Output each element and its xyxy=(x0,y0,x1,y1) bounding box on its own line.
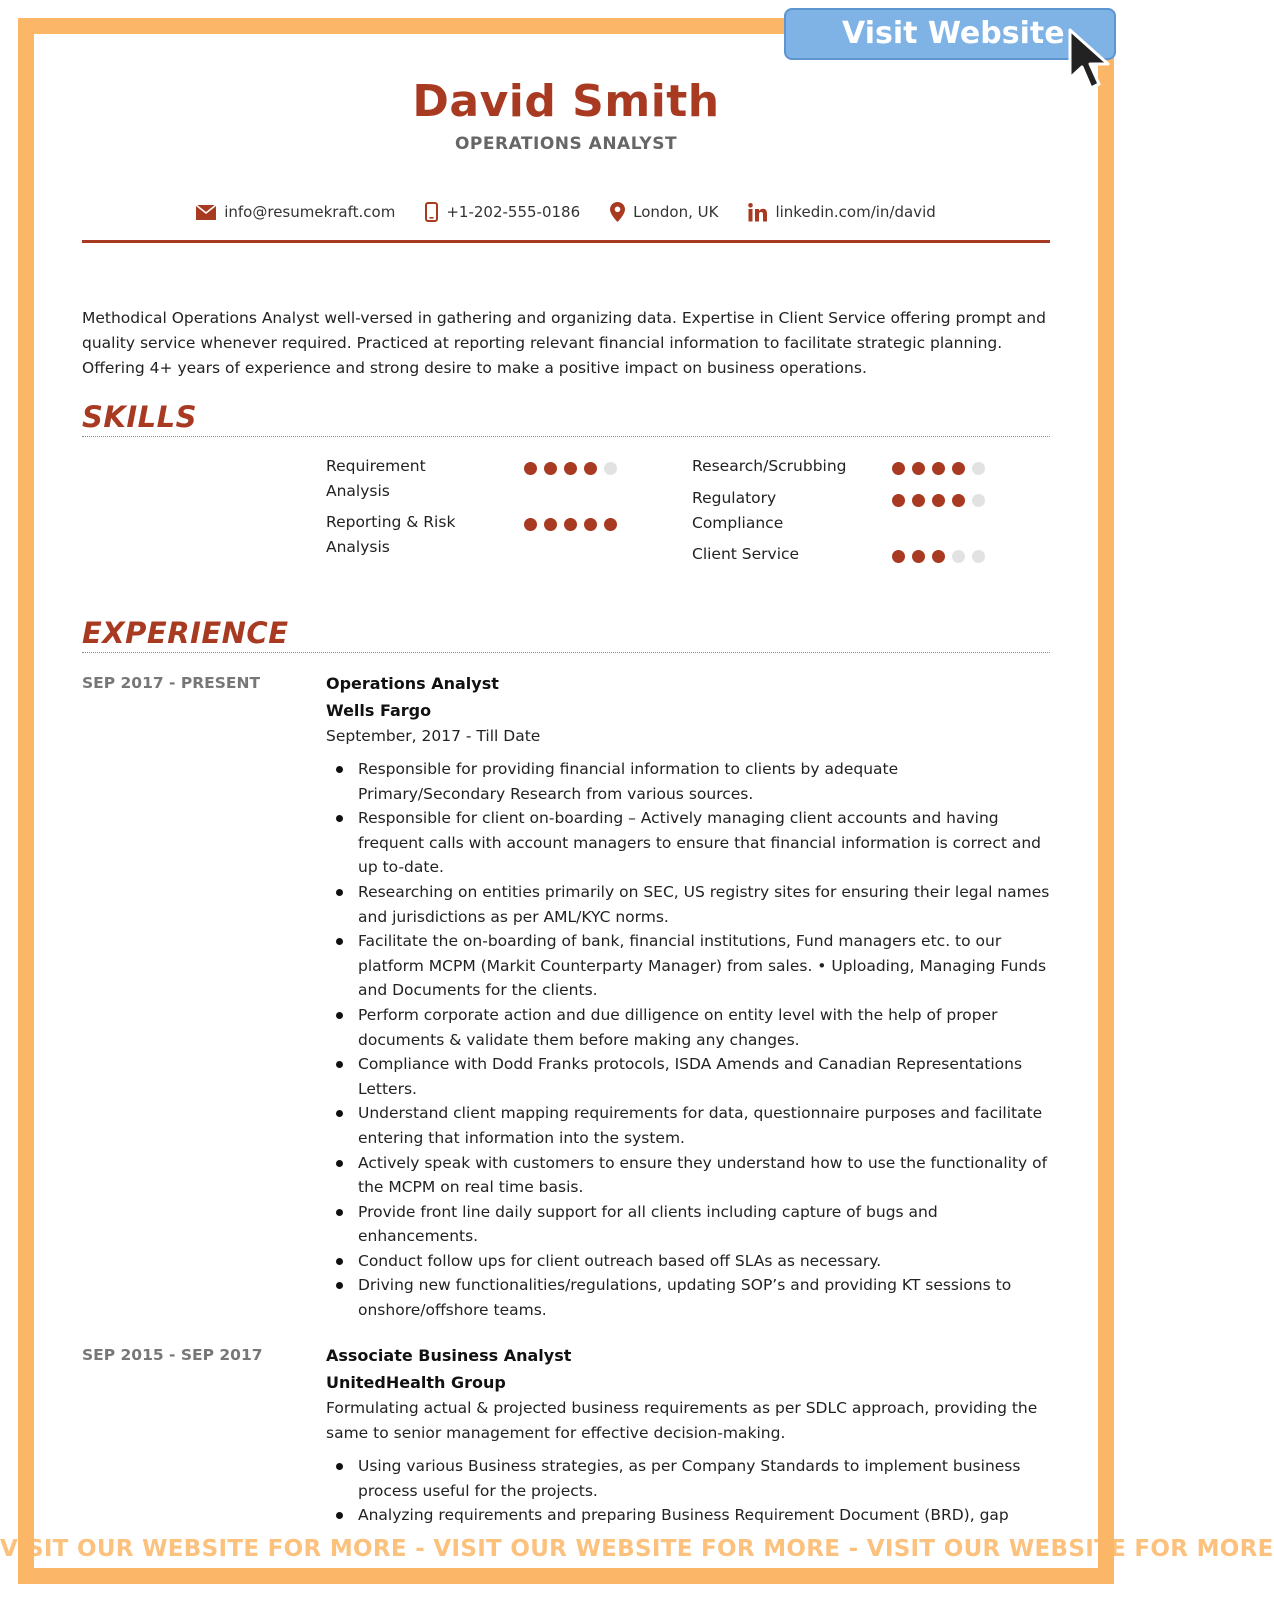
rating-dot-filled xyxy=(564,518,577,531)
skills-divider xyxy=(82,436,1050,437)
job-description: Formulating actual & projected business requirements as per SDLC approach, providing the same to senior management for effective decision-making. xyxy=(326,1399,1038,1442)
page-frame xyxy=(18,18,1114,1584)
skill-name: Requirement Analysis xyxy=(326,457,426,500)
rating-dot-empty xyxy=(972,550,985,563)
rating-dot-filled xyxy=(932,550,945,563)
skill-rating xyxy=(892,494,985,507)
job-role: Operations Analyst xyxy=(326,674,499,693)
contact-email[interactable] xyxy=(196,202,395,222)
rating-dot-filled xyxy=(912,550,925,563)
skill-name: Reporting & Risk Analysis xyxy=(326,513,456,556)
watermark-banner: VISIT OUR WEBSITE FOR MORE - VISIT OUR WEBSITE FOR MORE - VISIT OUR WEBSITE FOR MORE xyxy=(0,1536,1274,1562)
list-item: Conduct follow ups for client outreach based off SLAs as necessary. xyxy=(326,1249,1050,1274)
job-bullets xyxy=(326,1454,1050,1528)
list-item: Actively speak with customers to ensure they understand how to use the functionality of the MCPM on real time basis. xyxy=(326,1151,1050,1200)
contact-location xyxy=(610,202,718,222)
rating-dot-empty xyxy=(604,462,617,475)
contact-phone[interactable] xyxy=(425,202,580,222)
rating-dot-filled xyxy=(892,550,905,563)
list-item: Understand client mapping requirements for data, questionnaire purposes and facilitate entering that information into the system. xyxy=(326,1101,1050,1150)
rating-dot-filled xyxy=(952,494,965,507)
experience-divider xyxy=(82,652,1050,653)
linkedin-icon xyxy=(748,203,767,222)
list-item: Responsible for providing financial information to clients by adequate Primary/Secondary Research from various sources. xyxy=(326,757,1050,806)
rating-dot-filled xyxy=(524,462,537,475)
rating-dot-empty xyxy=(972,494,985,507)
rating-dot-filled xyxy=(912,462,925,475)
rating-dot-filled xyxy=(564,462,577,475)
rating-dot-filled xyxy=(544,462,557,475)
skills-heading: SKILLS xyxy=(82,400,197,434)
experience-heading: EXPERIENCE xyxy=(82,616,289,650)
list-item: Compliance with Dodd Franks protocols, ISDA Amends and Canadian Representations Letters. xyxy=(326,1052,1050,1101)
job-role: Associate Business Analyst xyxy=(326,1346,572,1365)
job-company: UnitedHealth Group xyxy=(326,1373,506,1392)
list-item: Responsible for client on-boarding – Actively managing client accounts and having frequent calls with account managers to ensure that financial information is correct and up to-date. xyxy=(326,806,1050,880)
rating-dot-filled xyxy=(544,518,557,531)
skill-rating xyxy=(524,462,617,475)
envelope-icon xyxy=(196,205,216,220)
location-text: London, UK xyxy=(633,203,719,221)
email-text: info@resumekraft.com xyxy=(224,203,396,221)
phone-icon xyxy=(425,202,438,222)
skill-name: Research/Scrubbing xyxy=(692,457,847,475)
linkedin-text: linkedin.com/in/david xyxy=(775,203,936,221)
rating-dot-filled xyxy=(584,518,597,531)
map-pin-icon xyxy=(610,202,625,222)
list-item: Using various Business strategies, as per Company Standards to implement business process useful for the projects. xyxy=(326,1454,1050,1503)
rating-dot-filled xyxy=(584,462,597,475)
rating-dot-filled xyxy=(604,518,617,531)
rating-dot-filled xyxy=(524,518,537,531)
list-item: Facilitate the on-boarding of bank, financial institutions, Fund managers etc. to our platform MCPM (Markit Counterparty Manager) from sales. • Uploading, Managing Funds and Documents for the clients. xyxy=(326,929,1050,1003)
contact-bar xyxy=(82,202,1050,222)
resume-page xyxy=(82,34,1050,1594)
rating-dot-filled xyxy=(892,462,905,475)
job-company: Wells Fargo xyxy=(326,701,432,720)
profile-summary: Methodical Operations Analyst well-versed in gathering and organizing data. Expertise in Client Service offering prompt and quality service whenever required. Practiced at reporting relevant financial information to facilitate strategic planning. Offering 4+ years of experience and strong desire to make a positive impact on business operations. xyxy=(82,309,1046,377)
skill-name: Regulatory Compliance xyxy=(692,489,784,532)
job-dates: SEP 2017 - PRESENT xyxy=(82,674,261,692)
rating-dot-filled xyxy=(952,462,965,475)
job-description: September, 2017 - Till Date xyxy=(326,727,541,745)
skill-rating xyxy=(524,518,617,531)
rating-dot-filled xyxy=(932,462,945,475)
list-item: Perform corporate action and due dilligence on entity level with the help of proper documents & validate them before making any changes. xyxy=(326,1003,1050,1052)
phone-text: +1-202-555-0186 xyxy=(446,203,581,221)
contact-linkedin[interactable] xyxy=(748,202,935,222)
rating-dot-empty xyxy=(952,550,965,563)
skill-rating xyxy=(892,550,985,563)
job-dates: SEP 2015 - SEP 2017 xyxy=(82,1346,263,1364)
rating-dot-filled xyxy=(892,494,905,507)
rating-dot-filled xyxy=(912,494,925,507)
list-item: Provide front line daily support for all clients including capture of bugs and enhancements. xyxy=(326,1200,1050,1249)
cursor-icon xyxy=(1066,26,1116,96)
skill-rating xyxy=(892,462,985,475)
rating-dot-empty xyxy=(972,462,985,475)
rating-dot-filled xyxy=(932,494,945,507)
list-item: Driving new functionalities/regulations, updating SOP’s and providing KT sessions to onshore/offshore teams. xyxy=(326,1273,1050,1322)
list-item: Analyzing requirements and preparing Business Requirement Document (BRD), gap xyxy=(326,1503,1050,1528)
job-entry xyxy=(326,1342,1050,1528)
candidate-name: David Smith xyxy=(412,76,720,127)
job-entry xyxy=(326,670,1050,1323)
job-bullets xyxy=(326,757,1050,1323)
list-item: Researching on entities primarily on SEC, US registry sites for ensuring their legal names and jurisdictions as per AML/KYC norms. xyxy=(326,880,1050,929)
candidate-title: OPERATIONS ANALYST xyxy=(454,134,678,154)
visit-website-button[interactable]: Visit Website xyxy=(784,8,1116,60)
skill-name: Client Service xyxy=(692,545,800,563)
header-divider xyxy=(82,240,1050,243)
